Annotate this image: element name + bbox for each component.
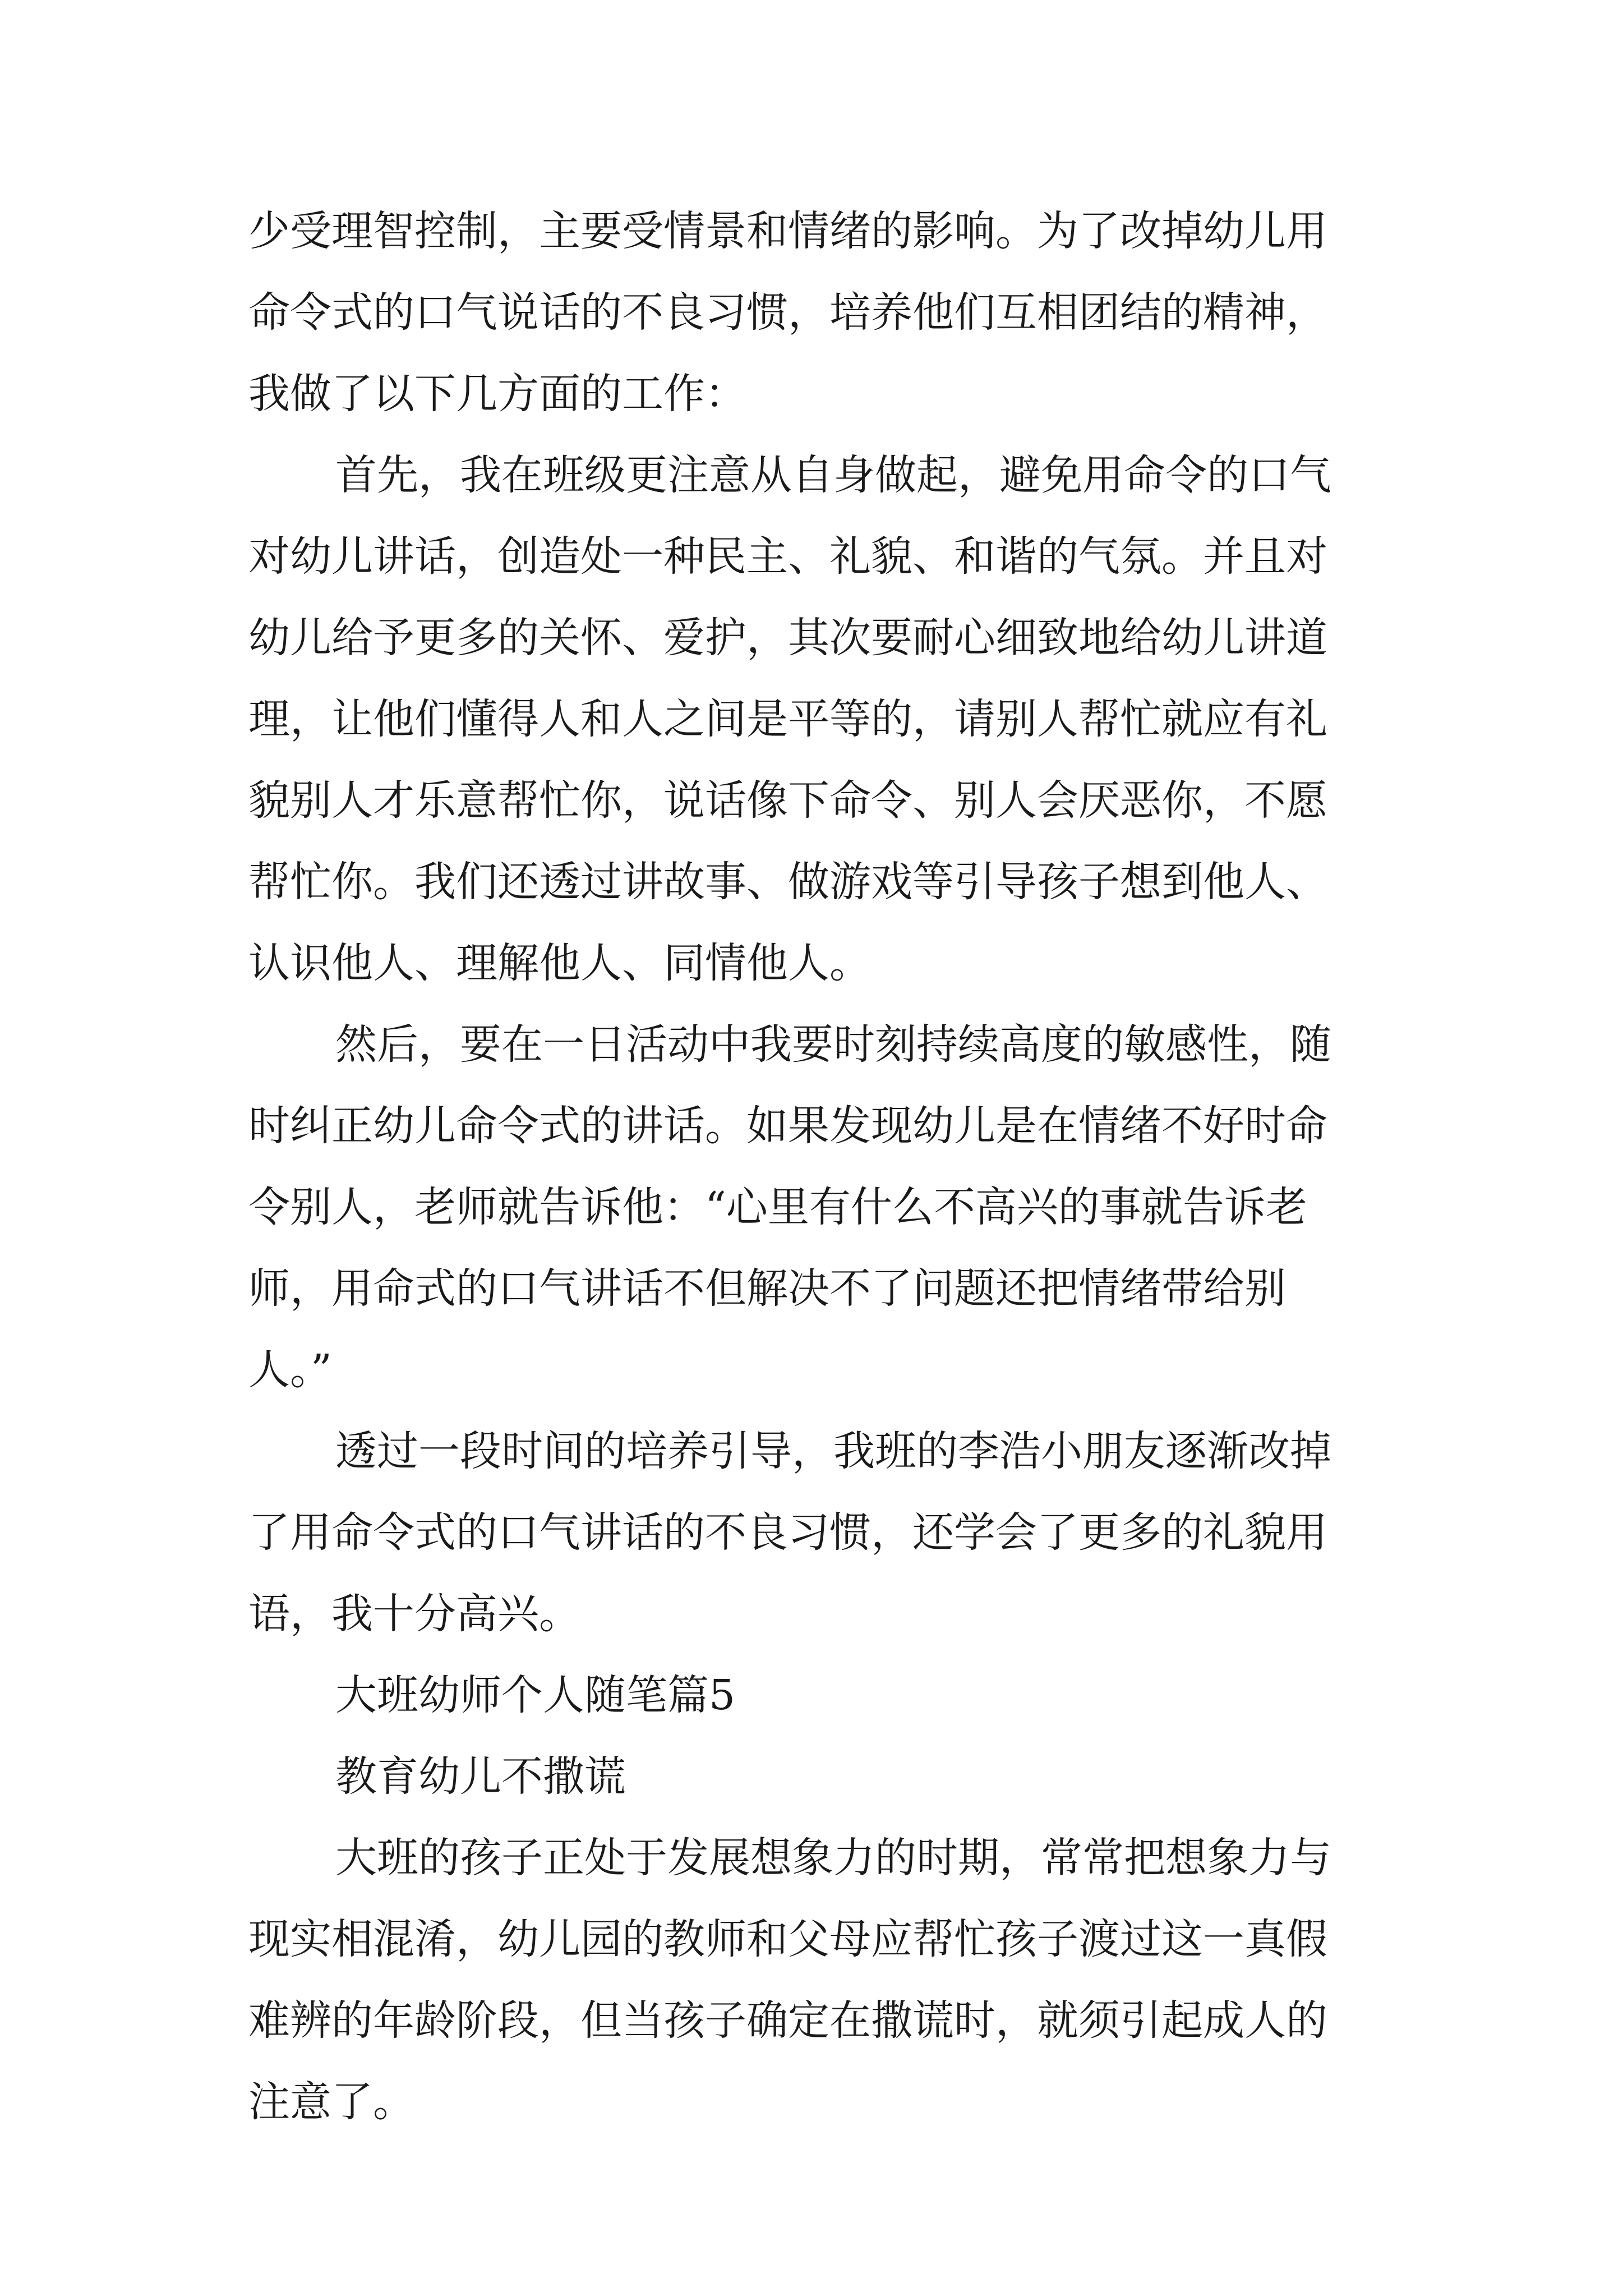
text-line: 大班幼师个人随笔篇5	[335, 1671, 736, 1719]
text-line: 师，用命式的口气讲话不但解决不了问题还把情绪带给别	[248, 1264, 1286, 1313]
text-line: 透过一段时间的培养引导，我班的李浩小朋友逐渐改掉	[335, 1427, 1331, 1475]
text-line: 然后，要在一日活动中我要时刻持续高度的敏感性，随	[335, 1020, 1331, 1069]
text-line: 命令式的口气说话的不良习惯，培养他们互相团结的精神，	[248, 288, 1327, 337]
body-text	[248, 191, 1393, 2143]
text-line: 时纠正幼儿命令式的讲话。如果发现幼儿是在情绪不好时命	[248, 1102, 1327, 1150]
text-line: 教育幼儿不撒谎	[335, 1752, 626, 1801]
text-line: 貌别人才乐意帮忙你，说话像下命令、别人会厌恶你，不愿	[248, 776, 1327, 825]
text-line: 现实相混淆，幼儿园的教师和父母应帮忙孩子渡过这一真假	[248, 1915, 1327, 1963]
text-line: 人。”	[248, 1346, 332, 1394]
text-line: 帮忙你。我们还透过讲故事、做游戏等引导孩子想到他人、	[248, 858, 1327, 906]
text-line: 了用命令式的口气讲话的不良习惯，还学会了更多的礼貌用	[248, 1508, 1327, 1557]
text-line: 少受理智控制，主要受情景和情绪的影响。为了改掉幼儿用	[248, 207, 1327, 255]
text-line: 认识他人、理解他人、同情他人。	[248, 939, 871, 987]
text-line: 令别人，老师就告诉他：“心里有什么不高兴的事就告诉老	[248, 1183, 1307, 1231]
text-line: 难辨的年龄阶段，但当孩子确定在撒谎时，就须引起成人的	[248, 1996, 1327, 2045]
text-line: 幼儿给予更多的关怀、爱护，其次要耐心细致地给幼儿讲道	[248, 614, 1327, 662]
text-line: 我做了以下几方面的工作：	[248, 370, 746, 418]
text-line: 大班的孩子正处于发展想象力的时期，常常把想象力与	[335, 1834, 1331, 1882]
text-line: 对幼儿讲话，创造处一种民主、礼貌、和谐的气氛。并且对	[248, 532, 1327, 581]
text-line: 语，我十分高兴。	[248, 1590, 580, 1638]
text-line: 首先，我在班级更注意从自身做起，避免用命令的口气	[335, 451, 1331, 499]
text-line: 注意了。	[248, 2078, 414, 2126]
text-line: 理，让他们懂得人和人之间是平等的，请别人帮忙就应有礼	[248, 695, 1327, 743]
